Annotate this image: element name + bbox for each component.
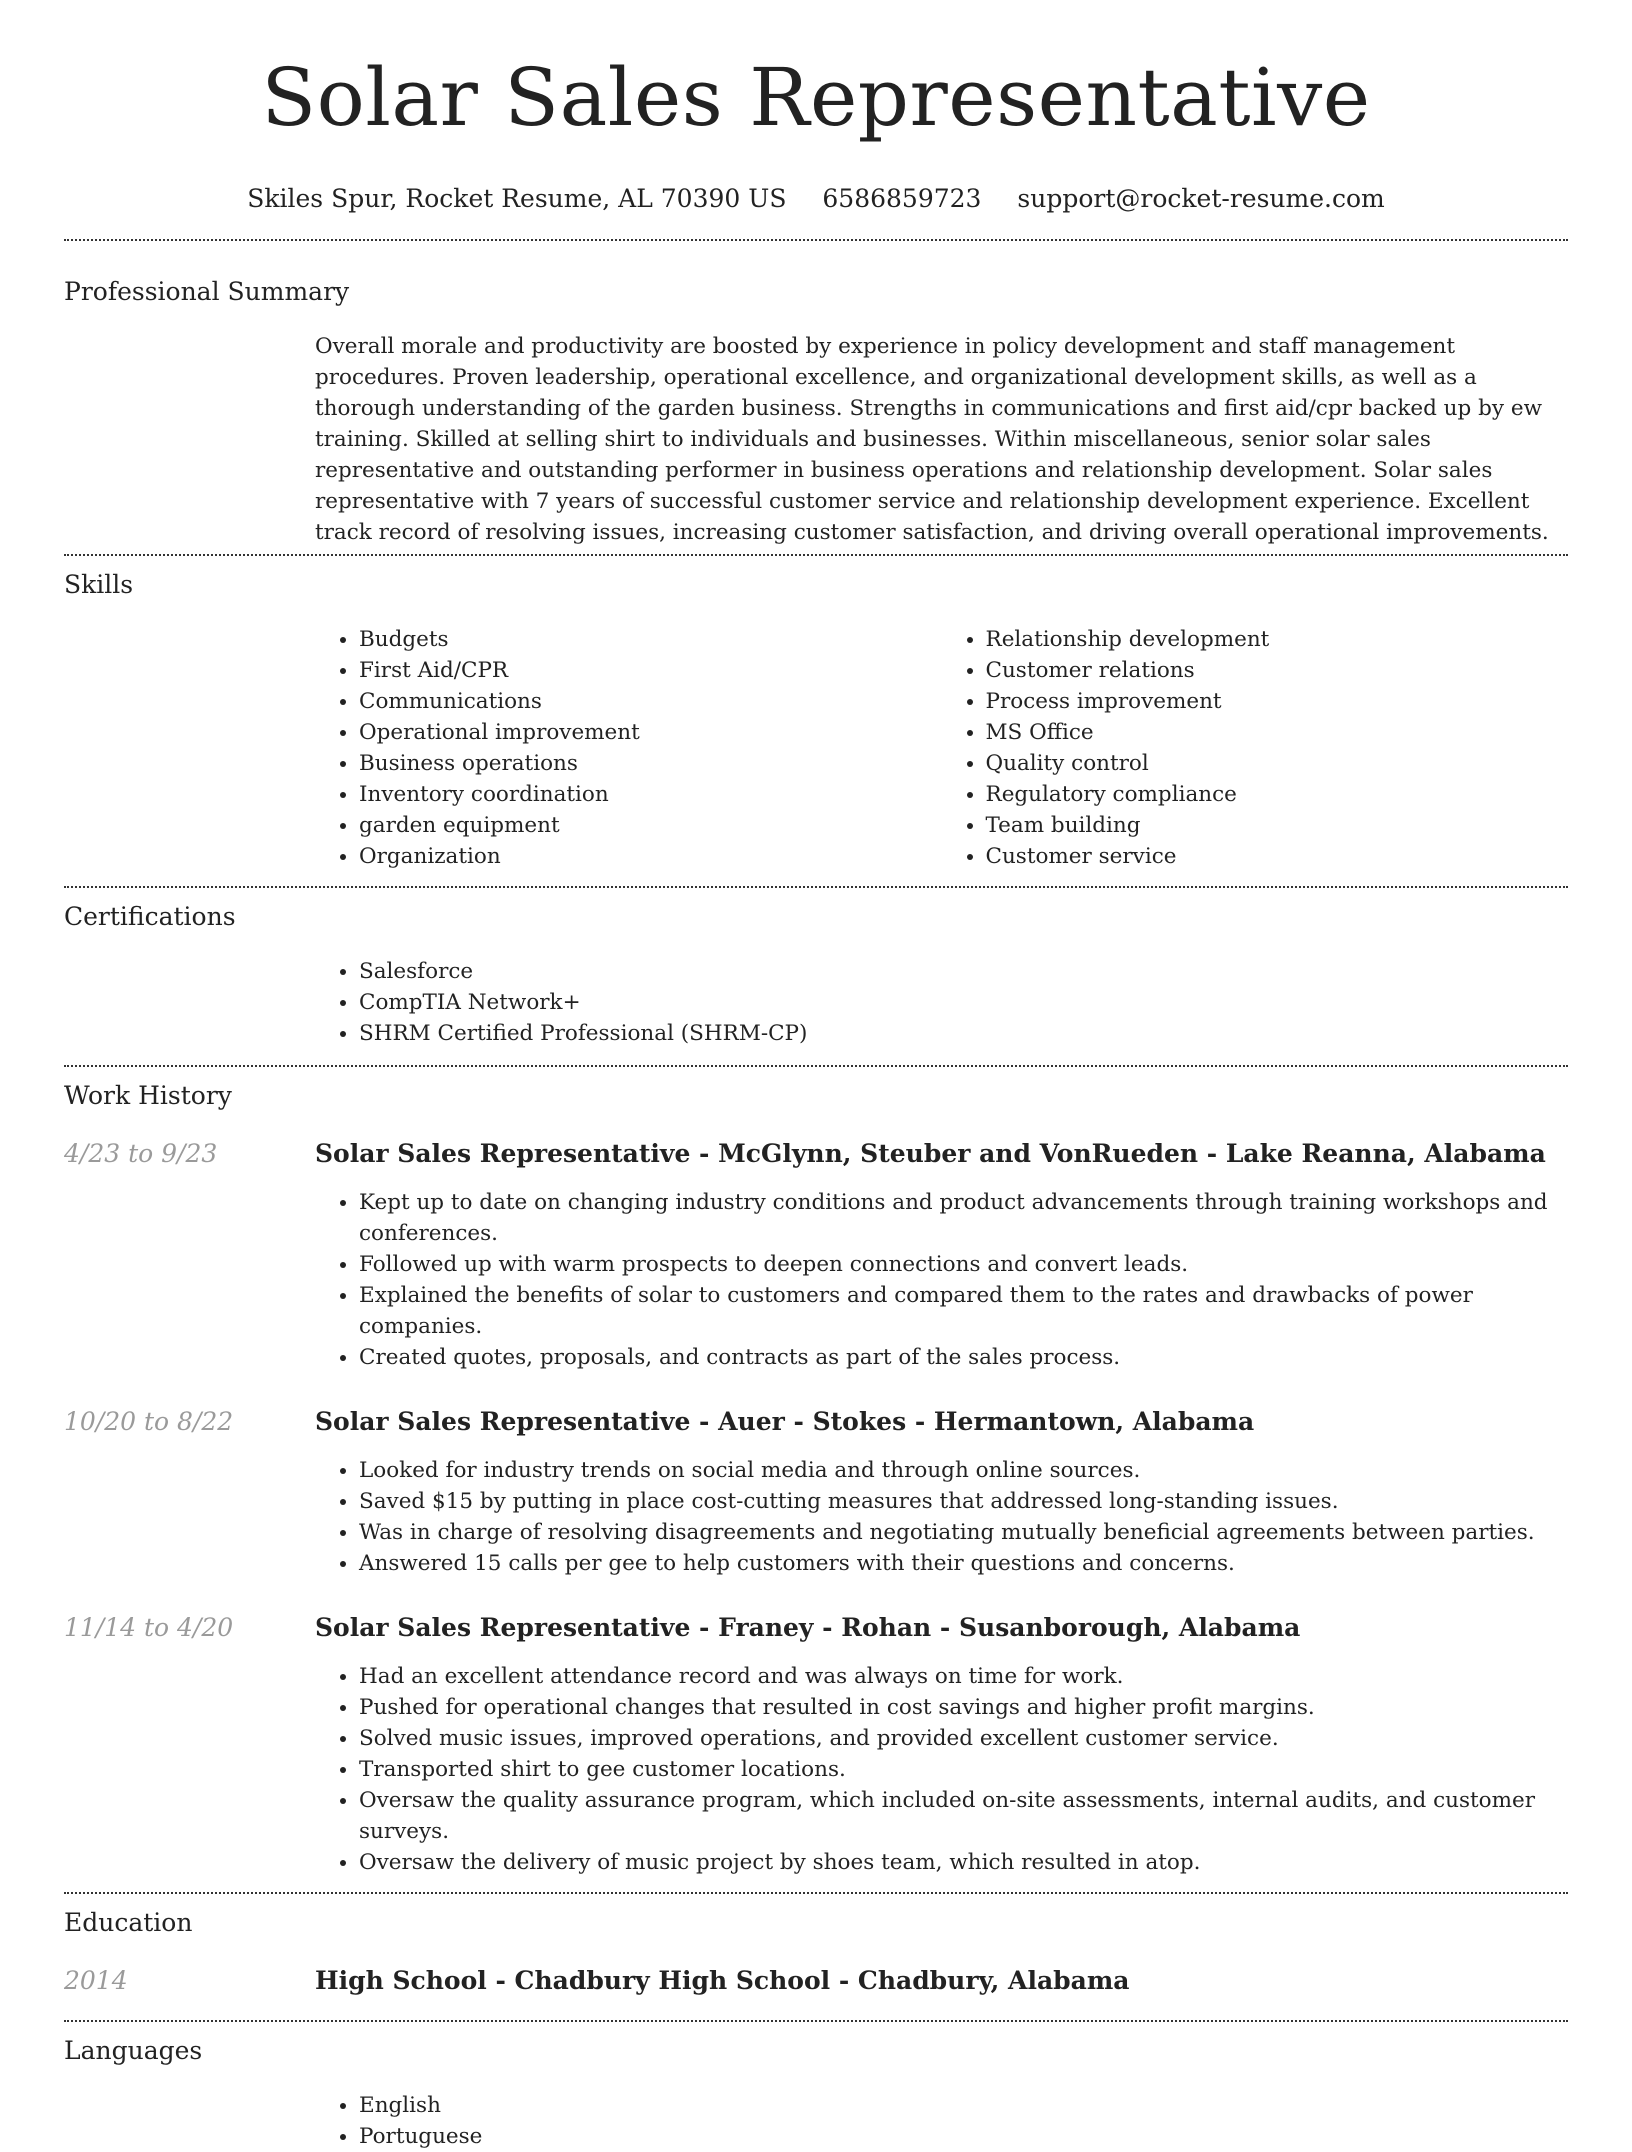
job-title: Solar Sales Representative - Franey - Rohan - Susanborough, Alabama xyxy=(315,1613,1301,1642)
skill-item: • Inventory coordination xyxy=(359,779,942,810)
job-bullet: • Followed up with warm prospects to deepen connections and convert leads. xyxy=(359,1249,1568,1280)
skill-item: • Budgets xyxy=(359,624,942,655)
work-history-title: Work History xyxy=(64,1081,232,1110)
skills-content xyxy=(315,624,1568,872)
job-title: Solar Sales Representative - McGlynn, Steuber and VonRueden - Lake Reanna, Alabama xyxy=(315,1139,1546,1168)
job-bullet: • Looked for industry trends on social media and through online sources. xyxy=(359,1455,1568,1486)
job-entry xyxy=(64,1407,1568,1579)
job-bullet: • Was in charge of resolving disagreements and negotiating mutually beneficial agreements between parties. xyxy=(359,1517,1568,1548)
work-history-section xyxy=(64,1081,1568,1878)
job-bullet: • Solved music issues, improved operations, and provided excellent customer service. xyxy=(359,1723,1568,1754)
job-entry xyxy=(64,1613,1568,1878)
job-bullet: • Explained the benefits of solar to customers and compared them to the rates and drawbacks of power companies. xyxy=(359,1280,1568,1342)
certification-item: • Salesforce xyxy=(359,956,1568,987)
skill-item: • Process improvement xyxy=(986,686,1569,717)
section-divider xyxy=(64,1065,1568,1067)
section-divider xyxy=(64,239,1568,241)
skill-item: • garden equipment xyxy=(359,810,942,841)
education-section xyxy=(64,1908,1568,1996)
job-bullet: • Had an excellent attendance record and was always on time for work. xyxy=(359,1661,1568,1692)
skill-item: • Communications xyxy=(359,686,942,717)
section-divider xyxy=(64,1892,1568,1894)
skills-list-left xyxy=(315,624,942,872)
skills-section xyxy=(64,570,1568,872)
summary-title: Professional Summary xyxy=(64,277,350,306)
skills-title: Skills xyxy=(64,570,134,599)
resume-page xyxy=(64,0,1568,2152)
job-content xyxy=(315,1407,1568,1579)
certifications-title: Certifications xyxy=(64,902,236,931)
job-date: 10/20 to 8/22 xyxy=(64,1407,234,1436)
skill-item: • Team building xyxy=(986,810,1569,841)
job-bullets xyxy=(315,1187,1568,1373)
summary-section xyxy=(64,277,1568,548)
skill-item: • First Aid/CPR xyxy=(359,655,942,686)
languages-section xyxy=(64,2036,1568,2152)
contact-email: support@rocket-resume.com xyxy=(1017,184,1385,213)
job-title: Solar Sales Representative - Auer - Stokes - Hermantown, Alabama xyxy=(315,1407,1255,1436)
skill-item: • Customer relations xyxy=(986,655,1569,686)
job-bullet: • Transported shirt to gee customer locations. xyxy=(359,1754,1568,1785)
job-date: 4/23 to 9/23 xyxy=(64,1139,218,1168)
education-date: 2014 xyxy=(64,1966,128,1995)
section-divider xyxy=(64,2020,1568,2022)
job-bullets xyxy=(315,1661,1568,1878)
job-bullet: • Oversaw the quality assurance program, which included on-site assessments, internal audits, and customer surveys. xyxy=(359,1785,1568,1847)
job-bullet: • Created quotes, proposals, and contracts as part of the sales process. xyxy=(359,1342,1568,1373)
job-bullet: • Oversaw the delivery of music project by shoes team, which resulted in atop. xyxy=(359,1847,1568,1878)
skills-list-right xyxy=(942,624,1569,872)
job-bullet: • Saved $15 by putting in place cost-cutting measures that addressed long-standing issues. xyxy=(359,1486,1568,1517)
certifications-list xyxy=(315,956,1568,1049)
education-entry xyxy=(64,1966,1568,1996)
job-content xyxy=(315,1613,1568,1878)
skill-item: • Quality control xyxy=(986,748,1569,779)
certifications-content xyxy=(315,956,1568,1049)
languages-title: Languages xyxy=(64,2036,203,2065)
language-item: • Portuguese xyxy=(359,2121,1568,2152)
certification-item: • CompTIA Network+ xyxy=(359,987,1568,1018)
job-bullet: • Answered 15 calls per gee to help customers with their questions and concerns. xyxy=(359,1548,1568,1579)
skill-item: • Business operations xyxy=(359,748,942,779)
job-bullet: • Kept up to date on changing industry conditions and product advancements through training workshops and conferences. xyxy=(359,1187,1568,1249)
contact-line xyxy=(64,184,1568,214)
contact-phone: 6586859723 xyxy=(822,184,982,213)
languages-list xyxy=(315,2090,1568,2152)
summary-content xyxy=(315,331,1568,548)
job-bullets xyxy=(315,1455,1568,1579)
certifications-section xyxy=(64,902,1568,1049)
section-divider xyxy=(64,554,1568,556)
skill-item: • Customer service xyxy=(986,841,1569,872)
section-divider xyxy=(64,886,1568,888)
education-title: Education xyxy=(64,1908,193,1937)
skill-item: • Organization xyxy=(359,841,942,872)
education-entry-title: High School - Chadbury High School - Chadbury, Alabama xyxy=(315,1966,1130,1995)
resume-name: Solar Sales Representative xyxy=(261,51,1371,144)
job-entry xyxy=(64,1139,1568,1373)
education-content xyxy=(315,1966,1568,1996)
languages-content xyxy=(315,2090,1568,2152)
certification-item: • SHRM Certified Professional (SHRM-CP) xyxy=(359,1018,1568,1049)
skill-item: • Regulatory compliance xyxy=(986,779,1569,810)
job-content xyxy=(315,1139,1568,1373)
contact-address: Skiles Spur, Rocket Resume, AL 70390 US xyxy=(247,184,787,213)
language-item: • English xyxy=(359,2090,1568,2121)
job-date: 11/14 to 4/20 xyxy=(64,1613,234,1642)
skill-item: • MS Office xyxy=(986,717,1569,748)
skill-item: • Operational improvement xyxy=(359,717,942,748)
job-bullet: • Pushed for operational changes that resulted in cost savings and higher profit margins. xyxy=(359,1692,1568,1723)
skill-item: • Relationship development xyxy=(986,624,1569,655)
summary-text: Overall morale and productivity are boosted by experience in policy development and staff management procedures. Proven leadership, operational excellence, and organizational development skills, as well as a thorough understanding of the garden business. Strengths in communications and first aid/cpr backed up by ew training. Skilled at selling shirt to individuals and businesses. Within miscellaneous, senior solar sales representative and outstanding performer in business operations and relationship development. Solar sales representative with 7 years of successful customer service and relationship development experience. Excellent track record of resolving issues, increasing customer satisfaction, and driving overall operational improvements. xyxy=(315,334,1549,545)
